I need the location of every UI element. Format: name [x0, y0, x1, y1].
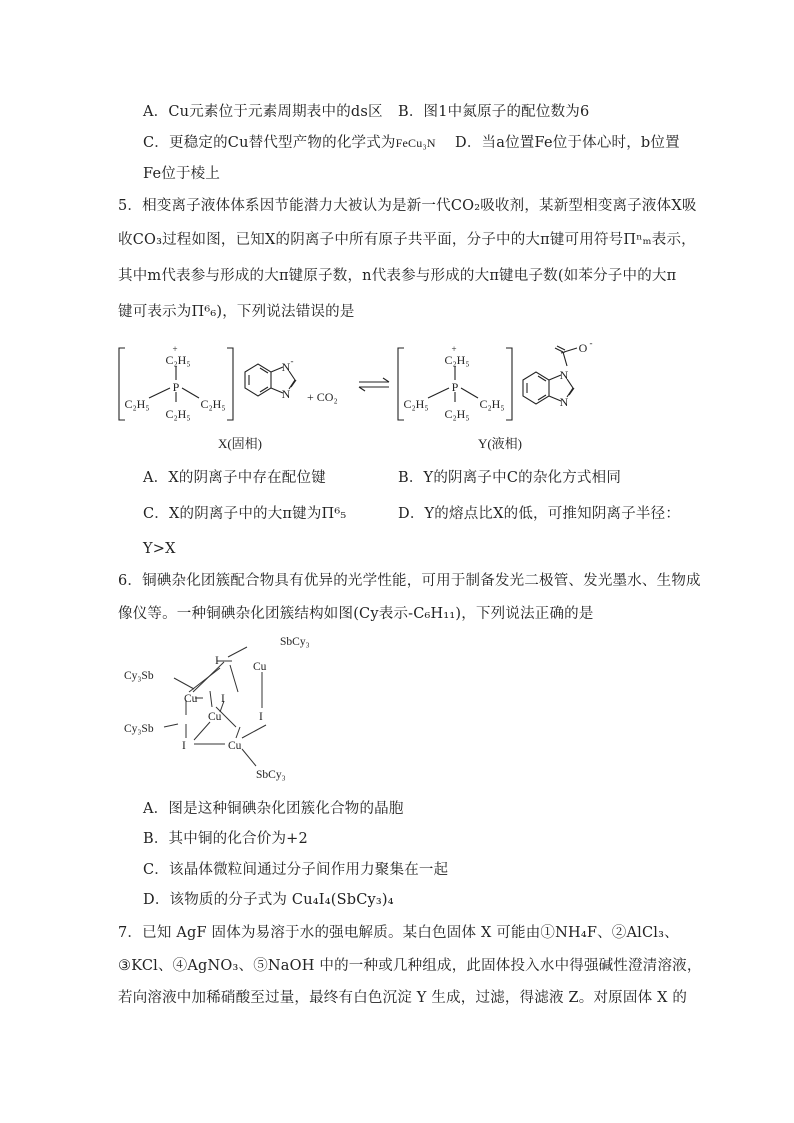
x-bracket-right	[227, 348, 233, 420]
y-anion-n-top: N	[559, 368, 569, 382]
q7-stem-line3: 若向溶液中加稀硝酸至过量，最终有白色沉淀 Y 生成，过滤，得滤液 Z。对原固体 X 的	[118, 990, 688, 1006]
q6-stem-line1: 6．铜碘杂化团簇配合物具有优异的光学性能，可用于制备发光二极管、发光墨水、生物成	[118, 573, 701, 589]
q5-reaction-scheme	[115, 340, 675, 455]
q4-option-d-line1: D．当a位置Fe位于体心时，b位置	[455, 135, 680, 151]
q4-option-d-line2: Fe位于棱上	[143, 166, 221, 182]
cu-left: Cu	[184, 693, 198, 705]
x-ethyl-left: C₂H₅	[124, 397, 150, 411]
q7-stem-line2: ③KCl、④AgNO₃、⑤NaOH 中的一种或几种组成，此固体投入水中得强碱性澄清溶液，	[118, 958, 702, 974]
iodine-right: I	[259, 711, 263, 723]
q5-stem-line4: 键可表示为Π⁶₆)，下列说法错误的是	[118, 304, 355, 320]
x-ethyl-right: C₂H₅	[200, 397, 226, 411]
x-anion-n-top: N	[281, 360, 291, 374]
sbcy3-bottom: SbCy₃	[256, 769, 286, 781]
y-anion-n-bottom: N	[559, 395, 569, 409]
cu-top: Cu	[253, 661, 267, 673]
x-anion-minus: -	[290, 356, 294, 366]
y-plus-charge: +	[451, 344, 457, 354]
q5-option-d-line2: Y>X	[143, 541, 176, 557]
cy3sb-lower: Cy₃Sb	[124, 723, 154, 735]
q6-option-d: D．该物质的分子式为 Cu₄I₄(SbCy₃)₄	[143, 892, 394, 908]
q4-option-c-formula: FeCu₃N	[395, 136, 436, 150]
y-bracket-right	[506, 348, 512, 420]
y-phase-label: Y(液相)	[477, 436, 523, 451]
q6-option-a: A．图是这种铜碘杂化团簇化合物的晶胞	[143, 801, 404, 817]
sbcy3-top: SbCy₃	[280, 636, 310, 648]
q4-option-c-text: C．更稳定的Cu替代型产物的化学式为	[143, 135, 396, 151]
x-phosphorus: P	[172, 380, 180, 394]
q5-option-b: B．Y的阴离子中C的杂化方式相同	[398, 470, 622, 486]
x-phase-label: X(固相)	[217, 436, 263, 451]
q5-stem-line3: 其中m代表参与形成的大π键原子数，n代表参与形成的大π键电子数(如苯分子中的大π	[118, 268, 677, 284]
y-ethyl-right: C₂H₅	[479, 397, 505, 411]
q4-option-b: B．图1中氮原子的配位数为6	[398, 104, 590, 120]
y-carboxylate-o: O	[578, 341, 588, 355]
q6-stem-line2: 像仪等。一种铜碘杂化团簇结构如图(Cy表示-C₆H₁₁)，下列说法正确的是	[118, 606, 594, 622]
x-ethyl-bottom: C₂H₅	[165, 407, 191, 421]
q4-option-c	[143, 133, 436, 153]
q5-stem-line2: 收CO₃过程如图，已知X的阴离子中所有原子共平面，分子中的大π键可用符号Πⁿₘ表示，	[118, 232, 696, 248]
iodine-bottom: I	[182, 740, 186, 752]
y-carboxylate-minus: -	[589, 340, 593, 348]
q5-option-a: A．X的阴离子中存在配位键	[143, 470, 326, 486]
y-phosphorus: P	[451, 380, 459, 394]
y-ethyl-top: C₂H₅	[444, 353, 470, 367]
q5-option-c: C．X的阴离子中的大π键为Π⁶₅	[143, 506, 347, 522]
q7-stem-line1: 7．已知 AgF 固体为易溶于水的强电解质。某白色固体 X 可能由①NH₄F、②AlCl₃、	[118, 925, 679, 941]
q6-option-c: C．该晶体微粒间通过分子间作用力聚集在一起	[143, 862, 449, 878]
iodine-center: I	[221, 693, 225, 705]
cu-center: Cu	[208, 711, 222, 723]
plus-co2: + CO₂	[307, 390, 338, 404]
x-plus-charge: +	[172, 344, 178, 354]
y-ethyl-left: C₂H₅	[403, 397, 429, 411]
iodine-top: I	[215, 655, 219, 667]
x-ethyl-top: C₂H₅	[165, 353, 191, 367]
cu-bottom: Cu	[228, 740, 242, 752]
q6-option-b: B．其中铜的化合价为+2	[143, 831, 308, 847]
q4-option-a: A．Cu元素位于元素周期表中的ds区	[143, 104, 383, 120]
q5-option-d-line1: D．Y的熔点比X的低，可推知阴离子半径：	[398, 506, 681, 522]
x-anion-n-bottom: N	[281, 387, 291, 401]
y-ethyl-bottom: C₂H₅	[444, 407, 470, 421]
q5-stem-line1: 5．相变离子液体体系因节能潜力大被认为是新一代CO₂吸收剂，某新型相变离子液体X吸	[118, 198, 697, 214]
cy3sb-left: Cy₃Sb	[124, 670, 154, 682]
q6-cluster-structure	[120, 632, 340, 784]
